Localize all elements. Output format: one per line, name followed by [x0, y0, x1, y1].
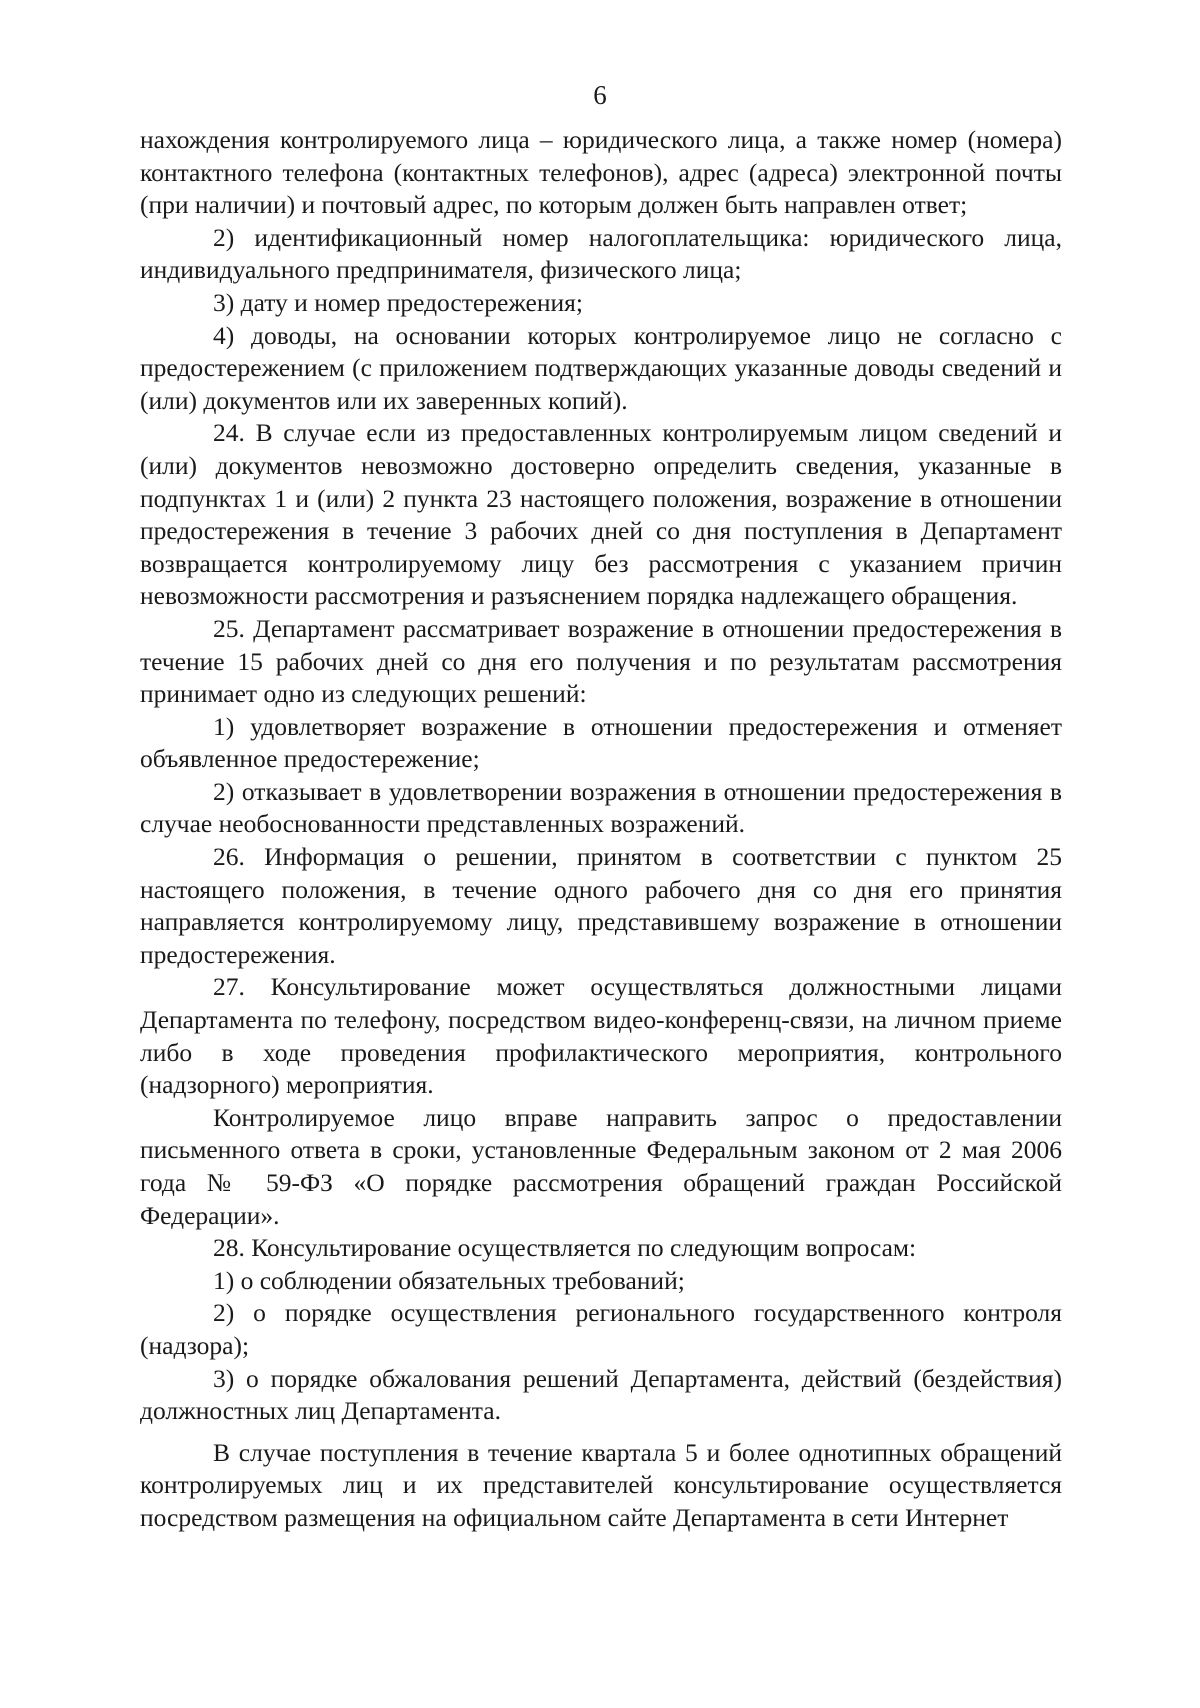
document-body — [140, 124, 1062, 1535]
paragraph-arguments: 4) доводы, на основании которых контролируемое лицо не согласно с предостережением (с приложением подтверждающих указанные доводы сведений и (или) документов или их заверенных копий). — [140, 320, 1062, 415]
paragraph-item-27: 27. Консультирование может осуществляться должностными лицами Департамента по телефону, посредством видео-конференц-связи, на личном приеме либо в ходе проведения профилактического мероприятия, контрольного (надзорного) мероприятия. — [140, 972, 1062, 1100]
paragraph-item-25-decision-1: 1) удовлетворяет возражение в отношении предостережения и отменяет объявленное предостережение; — [140, 711, 1062, 774]
paragraph-item-26: 26. Информация о решении, принятом в соответствии с пунктом 25 настоящего положения, в течение одного рабочего дня со дня его принятия направляется контролируемому лицу, представившему возражение в отношении предостережения. — [140, 842, 1062, 969]
paragraph-item-25-decision-2: 2) отказывает в удовлетворении возражения в отношении предостережения в случае необоснованности представленных возражений. — [140, 776, 1062, 839]
page-number: 6 — [593, 80, 607, 110]
paragraph-item-28-topic-3: 3) о порядке обжалования решений Департамента, действий (бездействия) должностных лиц Департамента. — [140, 1363, 1062, 1426]
paragraph-item-25: 25. Департамент рассматривает возражение в отношении предостережения в течение 15 рабочих дней со дня его получения и по результатам рассмотрения принимает одно из следующих решений: — [140, 613, 1062, 709]
paragraph-contact-details: нахождения контролируемого лица – юридического лица, а также номер (номера) контактного телефона (контактных телефонов), адрес (адреса) электронной почты (при наличии) и почтовый адрес, по которым должен быть направлен ответ; — [140, 125, 1062, 220]
paragraph-item-24: 24. В случае если из предоставленных контролируемым лицом сведений и (или) документов невозможно достоверно определить сведения, указанные в подпунктах 1 и (или) 2 пункта 23 настоящего положения, возражение в отношении предостережения в течение 3 рабочих дней со дня поступления в Департамент возвращается контролируемому лицу без рассмотрения с указанием причин невозможности рассмотрения и разъяснением порядка надлежащего обращения. — [140, 418, 1062, 611]
paragraph-warning-date: 3) дату и номер предостережения; — [213, 287, 583, 317]
paragraph-written-request: Контролируемое лицо вправе направить запрос о предоставлении письменного ответа в сроки, установленные Федеральным законом от 2 мая 2006 года № 59-ФЗ «О порядке рассмотрения обращений граждан Российской Федерации». — [140, 1102, 1062, 1230]
paragraph-item-28-topic-1: 1) о соблюдении обязательных требований; — [213, 1265, 685, 1295]
paragraph-taxpayer-id: 2) идентификационный номер налогоплательщика: юридического лица, индивидуального предпринимателя, физического лица; — [140, 222, 1062, 285]
paragraph-item-28: 28. Консультирование осуществляется по следующим вопросам: — [213, 1233, 917, 1263]
paragraph-item-28-topic-2: 2) о порядке осуществления регионального государственного контроля (надзора); — [140, 1298, 1062, 1360]
paragraph-multiple-requests: В случае поступления в течение квартала 5 и более однотипных обращений контролируемых лиц и их представителей консультирование осуществляется посредством размещения на официальном сайте Департамента в сети Интернет — [140, 1437, 1062, 1532]
